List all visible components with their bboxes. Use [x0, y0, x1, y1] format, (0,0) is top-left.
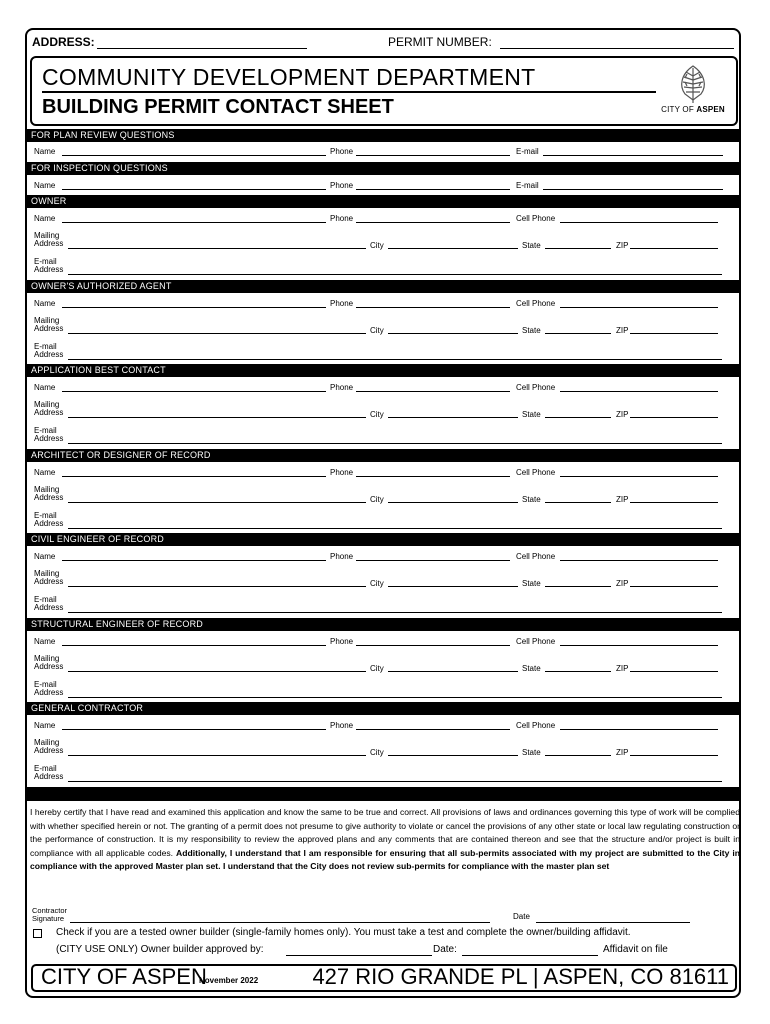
city-use-label: (CITY USE ONLY) Owner builder approved by: — [56, 944, 264, 955]
authorized_agent-phone-label: Phone — [330, 299, 354, 308]
owner-name-label: Name — [34, 214, 56, 223]
best_contact-city-label: City — [370, 410, 384, 419]
owner-cell-label: Cell Phone — [516, 214, 556, 223]
contractor-signature-label: Contractor Signature — [32, 906, 68, 923]
owner-name-field[interactable] — [62, 222, 326, 223]
section-authorized_agent: OWNER'S AUTHORIZED AGENT — [27, 280, 739, 293]
structural_engineer-cell-label: Cell Phone — [516, 637, 556, 646]
civil_engineer-state-field[interactable] — [545, 586, 611, 587]
general_contractor-mailing-field[interactable] — [68, 755, 366, 756]
logo-text: CITY OF ASPEN — [661, 105, 725, 114]
general_contractor-cell-field[interactable] — [560, 729, 718, 730]
architect-email-label: E-mail Address — [34, 511, 64, 528]
architect-zip-field[interactable] — [630, 502, 718, 503]
section-architect: ARCHITECT OR DESIGNER OF RECORD — [27, 449, 739, 462]
structural_engineer-mailing-label: Mailing Address — [34, 654, 64, 671]
certification-bar — [27, 787, 739, 801]
section-civil_engineer: CIVIL ENGINEER OF RECORD — [27, 533, 739, 546]
footer-address: 427 RIO GRANDE PL | ASPEN, CO 81611 — [312, 964, 729, 989]
best_contact-phone-field[interactable] — [356, 391, 510, 392]
header-line — [32, 32, 736, 52]
civil_engineer-name-field[interactable] — [62, 560, 326, 561]
architect-cell-field[interactable] — [560, 476, 718, 477]
approved-by-field[interactable] — [286, 955, 432, 956]
general_contractor-phone-label: Phone — [330, 721, 354, 730]
civil_engineer-phone-field[interactable] — [356, 560, 510, 561]
architect-zip-label: ZIP — [616, 495, 629, 504]
signature-date-label: Date — [513, 912, 530, 921]
owner-builder-checkbox[interactable] — [33, 929, 42, 938]
affidavit-label: Affidavit on file — [603, 944, 668, 955]
civil_engineer-mailing-field[interactable] — [68, 586, 366, 587]
footer-city: CITY OF ASPEN — [41, 964, 207, 989]
inspection-email-field[interactable] — [543, 189, 723, 190]
structural_engineer-zip-label: ZIP — [616, 664, 629, 673]
general_contractor-city-field[interactable] — [388, 755, 518, 756]
architect-name-label: Name — [34, 468, 56, 477]
aspen-leaf-icon — [673, 64, 713, 104]
footer-date: November 2022 — [199, 976, 259, 985]
best_contact-state-label: State — [522, 410, 541, 419]
general_contractor-email-label: E-mail Address — [34, 764, 64, 781]
inspection-name-field[interactable] — [62, 189, 326, 190]
inspection-email-label: E-mail — [516, 181, 539, 190]
owner-zip-field[interactable] — [630, 248, 718, 249]
plan-review-phone-label: Phone — [330, 147, 354, 156]
civil_engineer-phone-label: Phone — [330, 552, 354, 561]
authorized_agent-state-label: State — [522, 326, 541, 335]
general_contractor-city-label: City — [370, 748, 384, 757]
owner-city-label: City — [370, 241, 384, 250]
best_contact-mailing-label: Mailing Address — [34, 400, 64, 417]
department-title: COMMUNITY DEVELOPMENT DEPARTMENT — [42, 64, 536, 90]
plan-review-name-label: Name — [34, 147, 56, 156]
structural_engineer-email-field[interactable] — [68, 697, 722, 698]
section-general_contractor: GENERAL CONTRACTOR — [27, 702, 739, 715]
owner-city-field[interactable] — [388, 248, 518, 249]
general_contractor-zip-label: ZIP — [616, 748, 629, 757]
owner-email-field[interactable] — [68, 274, 722, 275]
structural_engineer-city-label: City — [370, 664, 384, 673]
owner-builder-text: Check if you are a tested owner builder (single-family homes only). You must take a test and complete the owner/building affidavit. — [56, 927, 631, 938]
title-box — [30, 56, 738, 126]
city-logo — [658, 64, 728, 120]
authorized_agent-cell-field[interactable] — [560, 307, 718, 308]
structural_engineer-phone-field[interactable] — [356, 645, 510, 646]
authorized_agent-city-label: City — [370, 326, 384, 335]
inspection-phone-field[interactable] — [356, 189, 510, 190]
structural_engineer-city-field[interactable] — [388, 671, 518, 672]
footer — [31, 964, 737, 992]
owner-state-field[interactable] — [545, 248, 611, 249]
best_contact-city-field[interactable] — [388, 417, 518, 418]
best_contact-phone-label: Phone — [330, 383, 354, 392]
owner-mailing-field[interactable] — [68, 248, 366, 249]
owner-zip-label: ZIP — [616, 241, 629, 250]
general_contractor-name-label: Name — [34, 721, 56, 730]
architect-state-label: State — [522, 495, 541, 504]
structural_engineer-mailing-field[interactable] — [68, 671, 366, 672]
structural_engineer-state-field[interactable] — [545, 671, 611, 672]
owner-phone-label: Phone — [330, 214, 354, 223]
authorized_agent-mailing-field[interactable] — [68, 333, 366, 334]
civil_engineer-email-field[interactable] — [68, 612, 722, 613]
general_contractor-state-field[interactable] — [545, 755, 611, 756]
best_contact-cell-label: Cell Phone — [516, 383, 556, 392]
general_contractor-zip-field[interactable] — [630, 755, 718, 756]
authorized_agent-state-field[interactable] — [545, 333, 611, 334]
architect-city-label: City — [370, 495, 384, 504]
civil_engineer-cell-field[interactable] — [560, 560, 718, 561]
owner-state-label: State — [522, 241, 541, 250]
general_contractor-cell-label: Cell Phone — [516, 721, 556, 730]
section-inspection: FOR INSPECTION QUESTIONS — [27, 162, 739, 175]
address-label: ADDRESS: — [32, 35, 95, 49]
section-best_contact: APPLICATION BEST CONTACT — [27, 364, 739, 377]
best_contact-mailing-field[interactable] — [68, 417, 366, 418]
architect-email-field[interactable] — [68, 528, 722, 529]
best_contact-email-field[interactable] — [68, 443, 722, 444]
authorized_agent-cell-label: Cell Phone — [516, 299, 556, 308]
structural_engineer-zip-field[interactable] — [630, 671, 718, 672]
general_contractor-state-label: State — [522, 748, 541, 757]
best_contact-zip-label: ZIP — [616, 410, 629, 419]
inspection-name-label: Name — [34, 181, 56, 190]
general_contractor-mailing-label: Mailing Address — [34, 738, 64, 755]
architect-cell-label: Cell Phone — [516, 468, 556, 477]
structural_engineer-email-label: E-mail Address — [34, 680, 64, 697]
city-use-date-label: Date: — [433, 944, 457, 955]
authorized_agent-phone-field[interactable] — [356, 307, 510, 308]
general_contractor-phone-field[interactable] — [356, 729, 510, 730]
civil_engineer-city-field[interactable] — [388, 586, 518, 587]
architect-mailing-label: Mailing Address — [34, 485, 64, 502]
architect-phone-field[interactable] — [356, 476, 510, 477]
structural_engineer-phone-label: Phone — [330, 637, 354, 646]
plan-review-email-label: E-mail — [516, 147, 539, 156]
authorized_agent-name-label: Name — [34, 299, 56, 308]
owner-email-label: E-mail Address — [34, 257, 64, 274]
authorized_agent-email-label: E-mail Address — [34, 342, 64, 359]
section-plan-review: FOR PLAN REVIEW QUESTIONS — [27, 129, 739, 142]
address-field[interactable] — [97, 48, 307, 49]
plan-review-name-field[interactable] — [62, 155, 326, 156]
authorized_agent-zip-field[interactable] — [630, 333, 718, 334]
best_contact-state-field[interactable] — [545, 417, 611, 418]
section-owner: OWNER — [27, 195, 739, 208]
authorized_agent-email-field[interactable] — [68, 359, 722, 360]
architect-name-field[interactable] — [62, 476, 326, 477]
title-divider — [42, 91, 656, 93]
general_contractor-name-field[interactable] — [62, 729, 326, 730]
owner-cell-field[interactable] — [560, 222, 718, 223]
architect-phone-label: Phone — [330, 468, 354, 477]
civil_engineer-city-label: City — [370, 579, 384, 588]
form-title: BUILDING PERMIT CONTACT SHEET — [42, 96, 394, 118]
civil_engineer-cell-label: Cell Phone — [516, 552, 556, 561]
structural_engineer-name-field[interactable] — [62, 645, 326, 646]
city-use-date-field[interactable] — [462, 955, 598, 956]
civil_engineer-zip-field[interactable] — [630, 586, 718, 587]
civil_engineer-mailing-label: Mailing Address — [34, 569, 64, 586]
inspection-phone-label: Phone — [330, 181, 354, 190]
authorized_agent-city-field[interactable] — [388, 333, 518, 334]
best_contact-cell-field[interactable] — [560, 391, 718, 392]
structural_engineer-name-label: Name — [34, 637, 56, 646]
architect-mailing-field[interactable] — [68, 502, 366, 503]
authorized_agent-name-field[interactable] — [62, 307, 326, 308]
contractor-signature-field[interactable] — [70, 922, 490, 923]
authorized_agent-zip-label: ZIP — [616, 326, 629, 335]
section-structural_engineer: STRUCTURAL ENGINEER OF RECORD — [27, 618, 739, 631]
authorized_agent-mailing-label: Mailing Address — [34, 316, 64, 333]
best_contact-name-label: Name — [34, 383, 56, 392]
plan-review-email-field[interactable] — [543, 155, 723, 156]
architect-state-field[interactable] — [545, 502, 611, 503]
best_contact-name-field[interactable] — [62, 391, 326, 392]
certification-text: I hereby certify that I have read and examined this application and know the same to be true and correct. All provisions of laws and ordinances governing this type of work will be complied with whether specified herein or not. The granting of a permit does not presume to give authority to violate or cancel the provisions of any other state or local law regulating construction or the performance of construction. It is my responsibility to review the approved plans and any comments that are contained thereon and see that the structure and/or project is built in compliance with all applicable codes. Additionally, I understand that I am responsible for ensuring that all sub-permits associated with my project are submitted to the City in compliance with the approved Master plan set. I understand that the City does not review sub-permits for compliance with the master plan set — [30, 807, 740, 872]
owner-mailing-label: Mailing Address — [34, 231, 64, 248]
signature-date-field[interactable] — [536, 922, 690, 923]
best_contact-email-label: E-mail Address — [34, 426, 64, 443]
architect-city-field[interactable] — [388, 502, 518, 503]
structural_engineer-state-label: State — [522, 664, 541, 673]
general_contractor-email-field[interactable] — [68, 781, 722, 782]
structural_engineer-cell-field[interactable] — [560, 645, 718, 646]
civil_engineer-zip-label: ZIP — [616, 579, 629, 588]
best_contact-zip-field[interactable] — [630, 417, 718, 418]
permit-number-field[interactable] — [500, 48, 734, 49]
permit-number-label: PERMIT NUMBER: — [388, 35, 492, 49]
civil_engineer-state-label: State — [522, 579, 541, 588]
owner-phone-field[interactable] — [356, 222, 510, 223]
civil_engineer-name-label: Name — [34, 552, 56, 561]
civil_engineer-email-label: E-mail Address — [34, 595, 64, 612]
plan-review-phone-field[interactable] — [356, 155, 510, 156]
